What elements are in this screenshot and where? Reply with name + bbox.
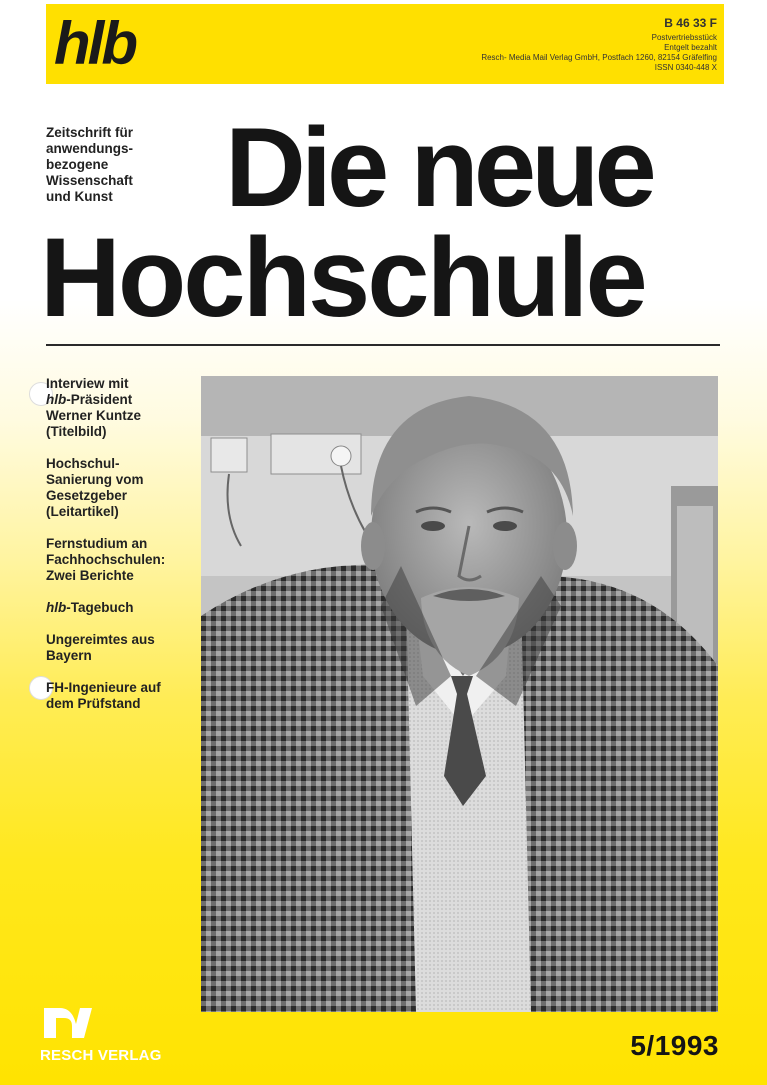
subtitle-line: und Kunst <box>46 189 113 204</box>
contents-item: FH-Ingenieure auf dem Prüfstand <box>46 680 161 711</box>
masthead-title-line-1: Die neue <box>225 105 652 230</box>
subtitle-line: Zeitschrift für <box>46 125 134 140</box>
issue-number: 5/1993 <box>630 1030 719 1061</box>
subtitle-line: anwendungs- <box>46 141 133 156</box>
publisher-name: RESCH VERLAG <box>40 1047 162 1064</box>
contents-list <box>46 376 196 728</box>
postal-line: Entgelt bezahlt <box>664 43 717 52</box>
contents-item: Fernstudium an Fachhochschulen: Zwei Berichte <box>46 536 166 583</box>
subtitle <box>46 125 216 205</box>
cover-photo <box>201 376 718 1012</box>
postal-line: Postvertriebsstück <box>651 33 717 42</box>
subtitle-line: bezogene <box>46 157 109 172</box>
postal-code: B 46 33 F <box>664 16 717 30</box>
contents-item: Interview mit hlb-Präsident Werner Kuntze (Titelbild) <box>46 376 142 439</box>
hlb-logo: hlb <box>54 10 135 77</box>
postal-info <box>481 16 717 73</box>
masthead-title-line-2: Hochschule <box>40 215 645 340</box>
contents-item: hlb-Tagebuch <box>46 600 134 615</box>
divider-rule <box>46 344 720 346</box>
postal-line: ISSN 0340-448 X <box>654 63 717 72</box>
subtitle-line: Wissenschaft <box>46 173 133 188</box>
contents-item: Ungereimtes aus Bayern <box>46 632 155 663</box>
resch-verlag-logo-icon <box>42 1004 94 1044</box>
postal-line: Resch- Media Mail Verlag GmbH, Postfach 1260, 82154 Gräfelfing <box>481 53 717 62</box>
contents-item: Hochschul- Sanierung vom Gesetzgeber (Leitartikel) <box>46 456 144 519</box>
